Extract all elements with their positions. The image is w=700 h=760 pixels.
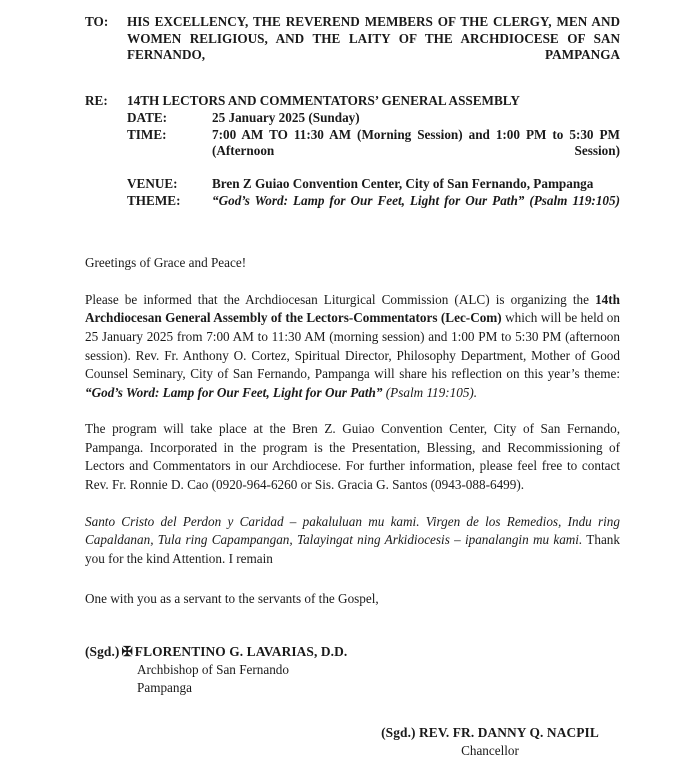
- theme-label: THEME:: [127, 192, 181, 208]
- closing-line: One with you as a servant to the servants of the Gospel,: [85, 591, 379, 607]
- re-text: 14TH LECTORS AND COMMENTATORS’ GENERAL ASSEMBLY: [127, 93, 520, 109]
- date-row: [127, 110, 620, 127]
- time-row: [127, 127, 620, 177]
- archbishop-title-line1: Archbishop of San Fernando: [137, 662, 289, 678]
- para1-psalm-citation: (Psalm 119:105).: [382, 384, 478, 400]
- theme-value: “God’s Word: Lamp for Our Feet, Light for Our Path” (Psalm 119:105): [212, 192, 620, 208]
- addressee-row: [85, 14, 620, 80]
- to-label: TO:: [85, 14, 109, 29]
- paragraph-program-venue: The program will take place at the Bren Z. Guiao Convention Center, City of San Fernando, Pampanga. Incorporated in the program is the Presentation, Blessing, and Recommissioning of Lectors and Commentators in our Archdiocese. For further information, please feel free to contact Rev. Fr. Ronnie D. Cao (0920-964-6260 or Sis. Gracia G. Santos (0943-088-6499).: [85, 421, 620, 493]
- date-label: DATE:: [127, 109, 168, 125]
- header-spacer: [85, 80, 620, 93]
- sgd-prefix: (Sgd.): [85, 644, 120, 660]
- archbishop-name: FLORENTINO G. LAVARIAS, D.D.: [134, 644, 348, 660]
- signature-block-archbishop: [85, 643, 620, 698]
- to-text: HIS EXCELLENCY, THE REVEREND MEMBERS OF THE CLERGY, MEN AND WOMEN RELIGIOUS, AND THE LAITY OF THE ARCHDIOCESE OF SAN FERNANDO, PAMPANGA: [127, 14, 620, 63]
- para1-bold-assembly-name: 14th Archdiocesan General Assembly of the Lectors-Commentators (Lec-Com): [85, 291, 620, 326]
- date-value: 25 January 2025 (Sunday): [212, 109, 360, 125]
- theme-row: [127, 193, 620, 226]
- para1-part2: which will be held on 25 January 2025 from 7:00 AM to 11:30 AM (morning session) and 1:00 PM to 5:30 PM (afternoon session). Rev. Fr. Anthony O. Cortez, Spiritual Director, Philosophy Department, Mother of Good Counsel Seminary, City of San Fernando, Pampanga will share his reflection on this year’s theme:: [85, 310, 620, 382]
- venue-label: VENUE:: [127, 176, 178, 192]
- para1-part1: Please be informed that the Archdiocesan Liturgical Commission (ALC) is organizing the: [85, 291, 596, 307]
- paragraph-prayer: [85, 513, 620, 569]
- time-value: 7:00 AM TO 11:30 AM (Morning Session) and 1:00 PM to 5:30 PM (Afternoon Session): [212, 126, 620, 159]
- para1-theme-quote: “God’s Word: Lamp for Our Feet, Light for Our Path”: [85, 384, 383, 400]
- re-label: RE:: [85, 93, 108, 109]
- venue-row: [127, 176, 620, 193]
- paragraph-assembly-details: [85, 291, 620, 403]
- prayer-italic-text: Santo Cristo del Perdon y Caridad – pakaluluan mu kami. Virgen de los Remedios, Indu ring Capaldanan, Tula ring Capampangan, Talayingat ning Arkidiocesis – ipanalangin mu kami.: [85, 513, 620, 548]
- greeting-paragraph: Greetings of Grace and Peace!: [85, 255, 247, 271]
- venue-value: Bren Z Guiao Convention Center, City of San Fernando, Pampanga: [212, 176, 594, 192]
- letter-body: [85, 254, 620, 568]
- archbishop-name-line: [85, 643, 620, 661]
- patriarchal-cross-icon: ✠: [121, 644, 133, 660]
- chancellor-name: (Sgd.) REV. FR. DANNY Q. NACPIL: [381, 724, 599, 740]
- chancellor-title: Chancellor: [461, 742, 519, 758]
- prayer-closing-text: Thank you for the kind Attention. I remain: [85, 532, 620, 566]
- signature-block-chancellor: [340, 724, 640, 760]
- subject-row: [85, 93, 620, 110]
- archbishop-title-line2: Pampanga: [137, 680, 192, 696]
- time-label: TIME:: [127, 126, 167, 142]
